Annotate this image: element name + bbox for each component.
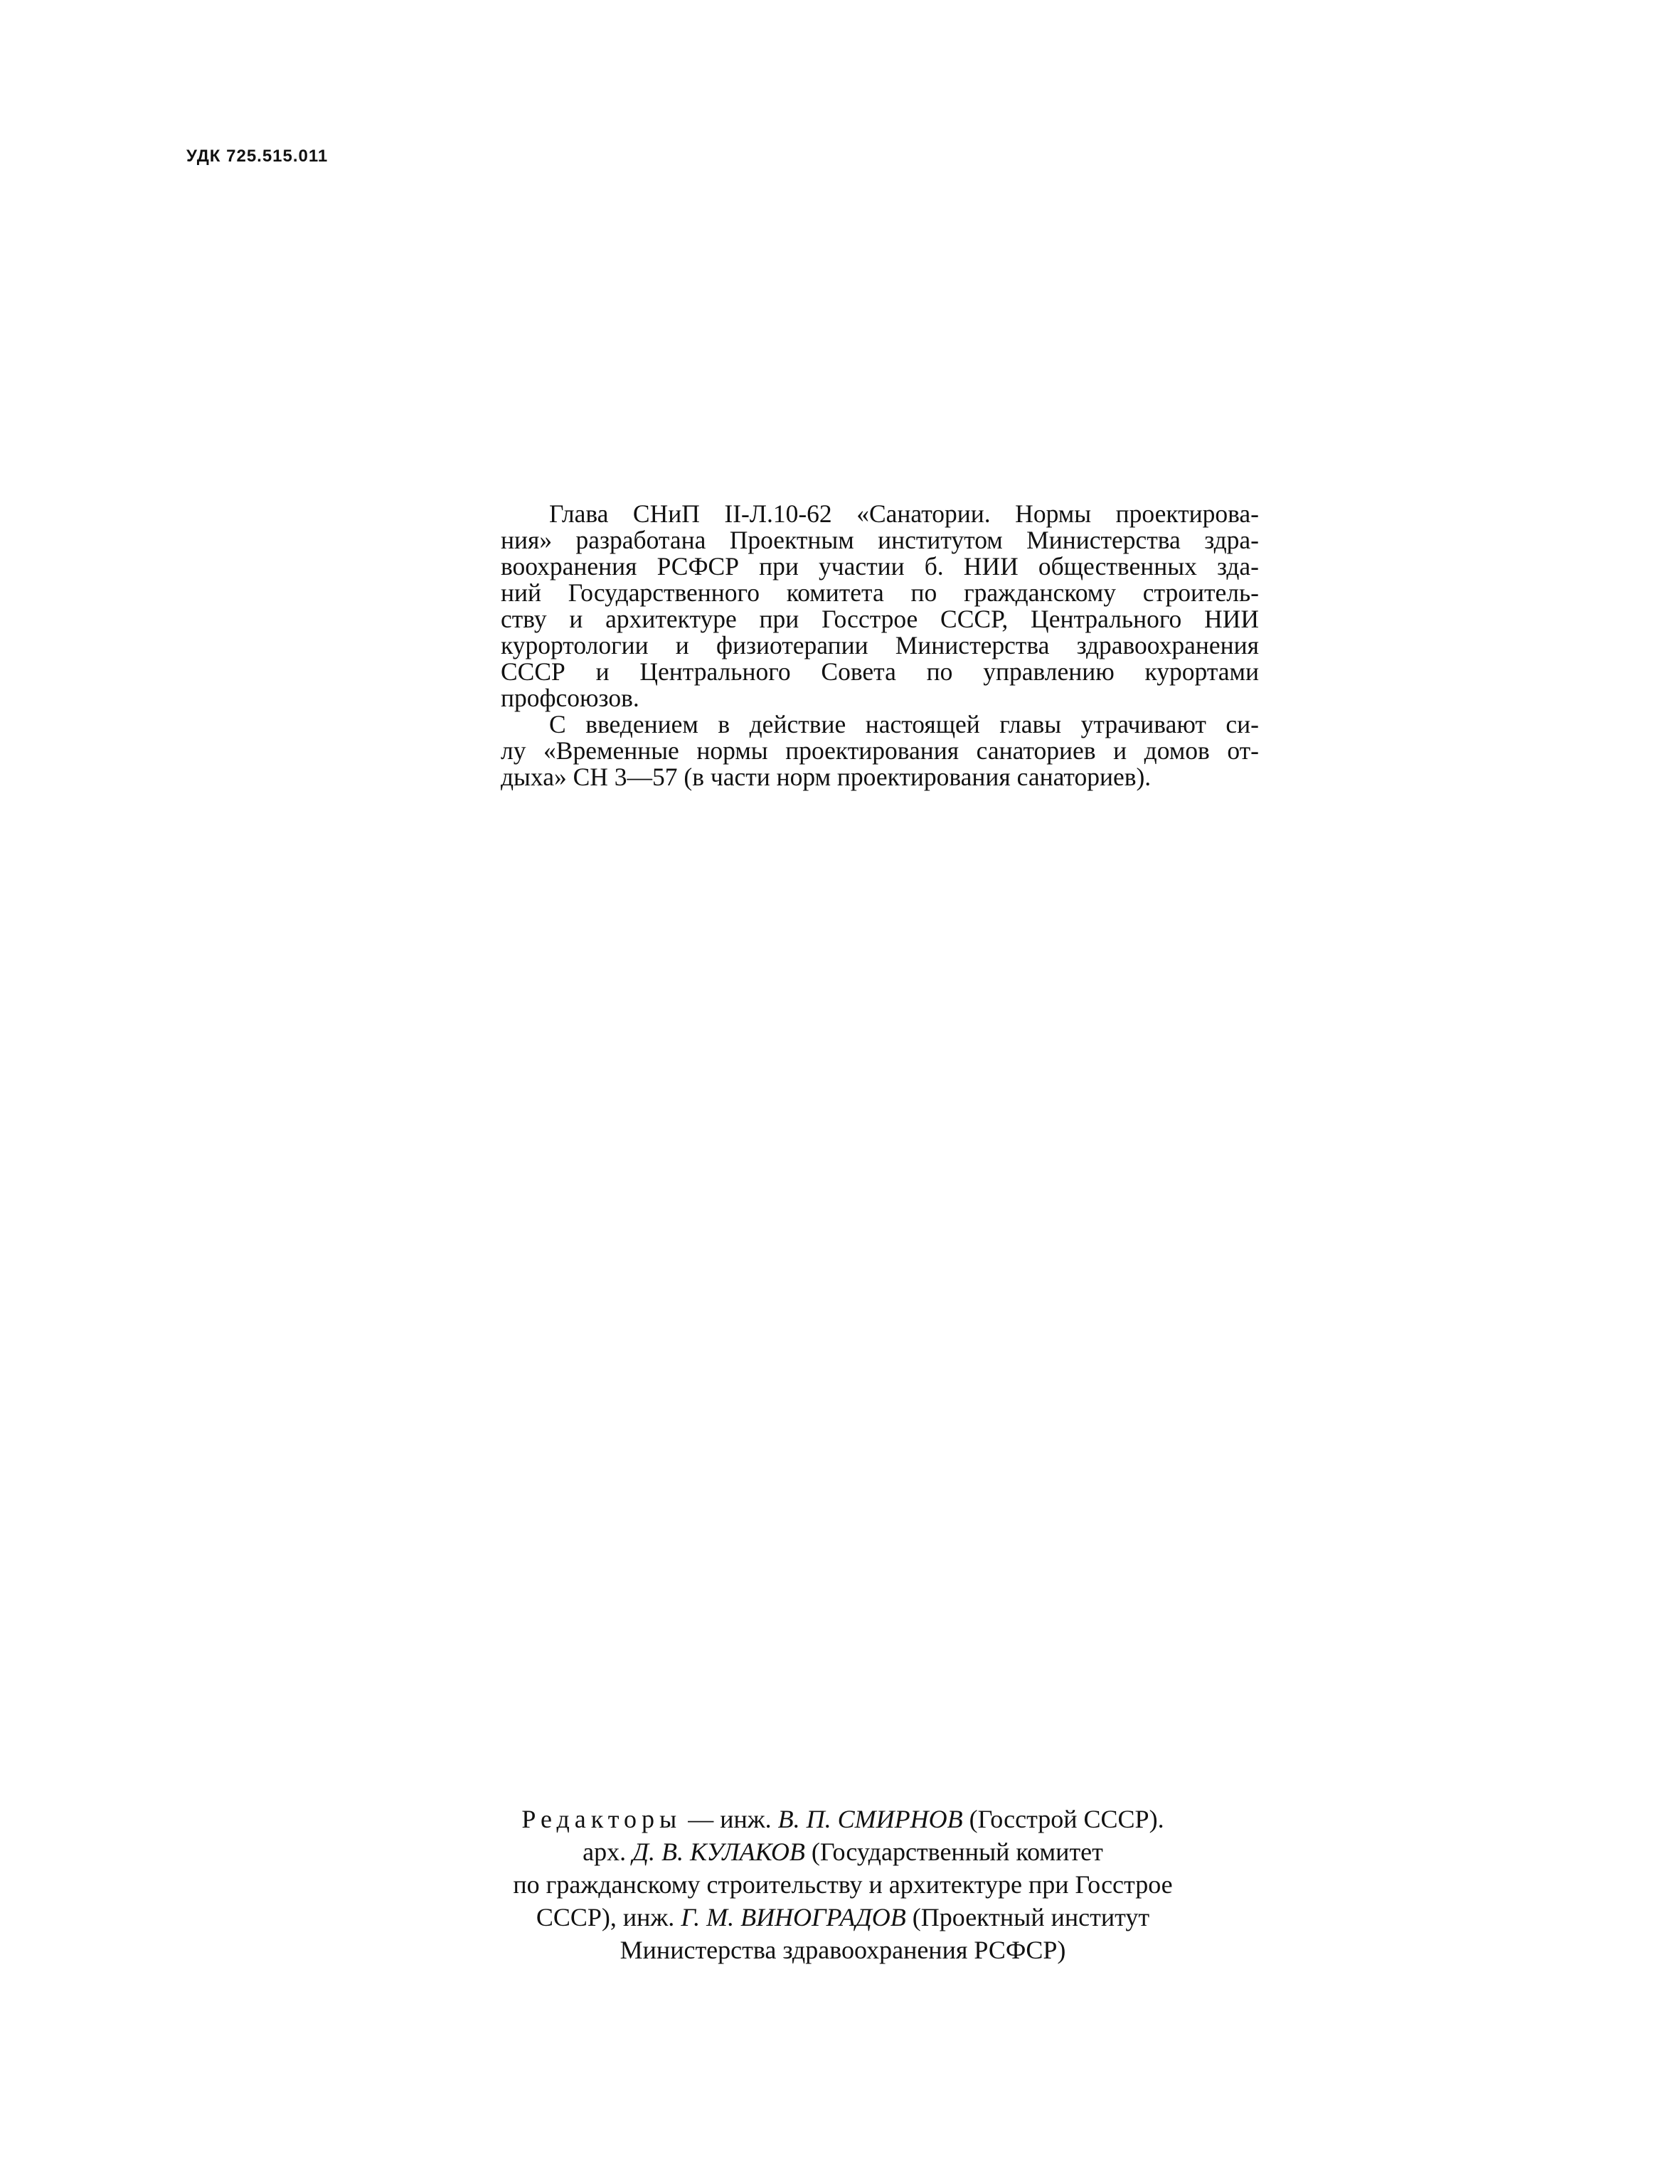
text-line: ству и архитектуре при Госстрое СССР, Центрального НИИ	[501, 605, 1259, 633]
editor-title: инж.	[720, 1805, 778, 1833]
editor-org: (Проектный институт	[905, 1903, 1150, 1931]
udc-code: УДК 725.515.011	[186, 147, 329, 166]
editors-line-2	[398, 1835, 1287, 1868]
editors-line-4	[398, 1901, 1287, 1934]
text-line: Глава СНиП II-Л.10-62 «Санатории. Нормы проектирова-	[549, 499, 1259, 528]
editors-block	[398, 1803, 1287, 1966]
chapter-info	[501, 501, 1259, 790]
editor-org: (Государственный комитет	[804, 1838, 1103, 1866]
text-line: воохранения РСФСР при участии б. НИИ общественных зда-	[501, 552, 1259, 581]
editors-dash: —	[681, 1805, 721, 1833]
text-line: курортологии и физиотерапии Министерства здравоохранения	[501, 631, 1259, 659]
text-line: лу «Временные нормы проектирования санаториев и домов от-	[501, 736, 1259, 765]
editors-line-3: по гражданскому строительству и архитектуре при Госстрое	[513, 1870, 1173, 1899]
editor-name: Г. М. ВИНОГРАДОВ	[681, 1903, 906, 1931]
text-line: профсоюзов.	[501, 684, 639, 712]
text-line: ний Государственного комитета по гражданскому строитель-	[501, 578, 1259, 607]
text-line: ния» разработана Проектным институтом Министерства здра-	[501, 526, 1259, 554]
editor-name: В. П. СМИРНОВ	[777, 1805, 963, 1833]
editors-line-1	[398, 1803, 1287, 1835]
text-line: СССР и Центрального Совета по управлению курортами	[501, 657, 1259, 686]
text-line: С введением в действие настоящей главы утрачивают си-	[549, 710, 1259, 738]
editor-name: Д. В. КУЛАКОВ	[632, 1838, 805, 1866]
intro-paragraph	[501, 501, 1259, 711]
editors-line-5: Министерства здравоохранения РСФСР)	[620, 1936, 1066, 1964]
text-line: дыха» СН 3—57 (в части норм проектирования санаториев).	[501, 763, 1152, 791]
editors-label: Редакторы	[521, 1805, 682, 1833]
editor-title: арх.	[583, 1838, 633, 1866]
validity-paragraph	[501, 711, 1259, 790]
editor-org: СССР), инж.	[536, 1903, 681, 1931]
editor-org: (Госстрой СССР).	[962, 1805, 1164, 1833]
